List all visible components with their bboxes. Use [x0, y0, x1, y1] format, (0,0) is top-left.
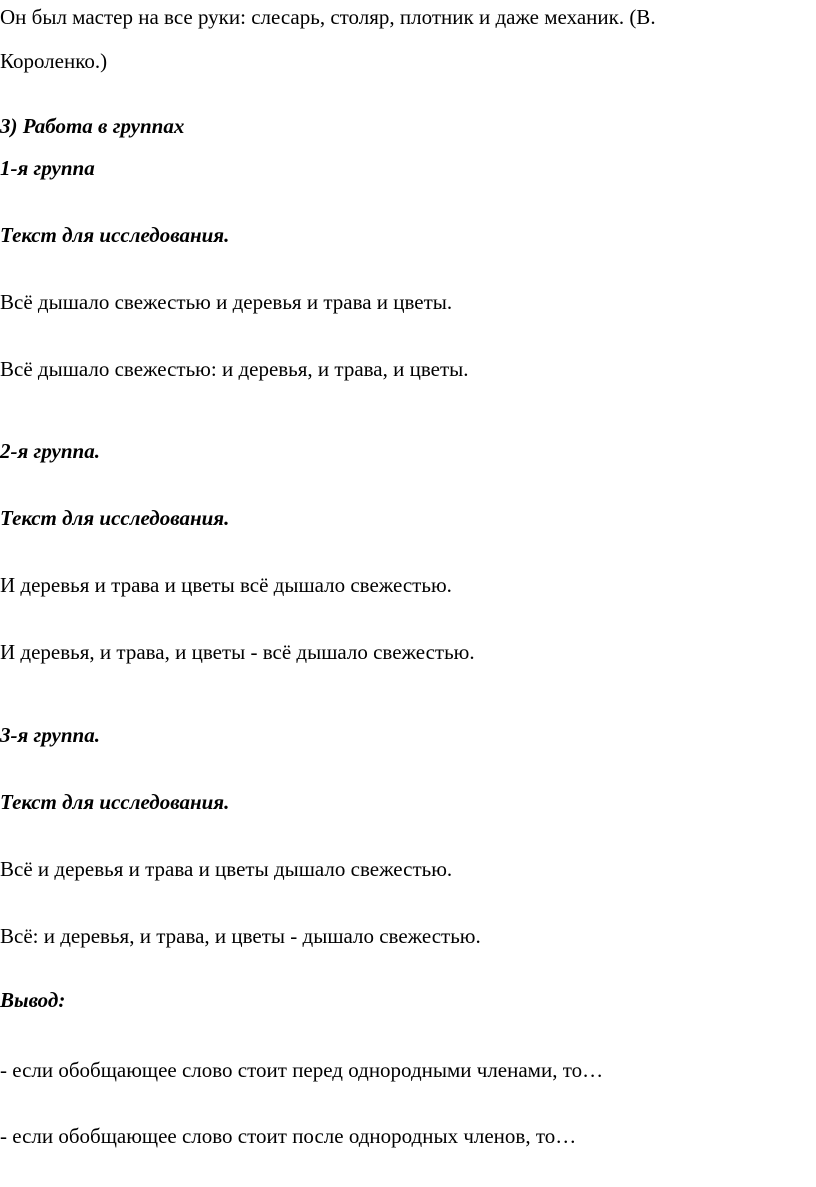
group-1-subheading: Текст для исследования. — [0, 223, 230, 247]
group-3-sentence-2: Всё: и деревья, и трава, и цветы - дышало свежестью. — [0, 924, 481, 948]
group-2-sentence-2: И деревья, и трава, и цветы - всё дышало свежестью. — [0, 640, 475, 664]
conclusion-heading: Вывод: — [0, 988, 66, 1012]
group-2-sentence-1: И деревья и трава и цветы всё дышало свежестью. — [0, 573, 452, 597]
group-3-subheading: Текст для исследования. — [0, 790, 230, 814]
group-1-heading: 1-я группа — [0, 156, 95, 180]
intro-line-1: Он был мастер на все руки: слесарь, столяр, плотник и даже механик. (В. — [0, 5, 656, 29]
group-2-heading: 2-я группа. — [0, 439, 100, 463]
group-3-sentence-1: Всё и деревья и трава и цветы дышало свежестью. — [0, 857, 453, 881]
conclusion-item-1: - если обобщающее слово стоит перед однородными членами, то… — [0, 1058, 604, 1082]
group-3-heading: 3-я группа. — [0, 723, 100, 747]
section-title: 3) Работа в группах — [0, 114, 185, 138]
intro-line-2: Короленко.) — [0, 49, 108, 73]
group-1-sentence-1: Всё дышало свежестью и деревья и трава и цветы. — [0, 290, 453, 314]
group-1-sentence-2: Всё дышало свежестью: и деревья, и трава, и цветы. — [0, 357, 469, 381]
conclusion-item-2: - если обобщающее слово стоит после однородных членов, то… — [0, 1124, 577, 1148]
group-2-subheading: Текст для исследования. — [0, 506, 230, 530]
